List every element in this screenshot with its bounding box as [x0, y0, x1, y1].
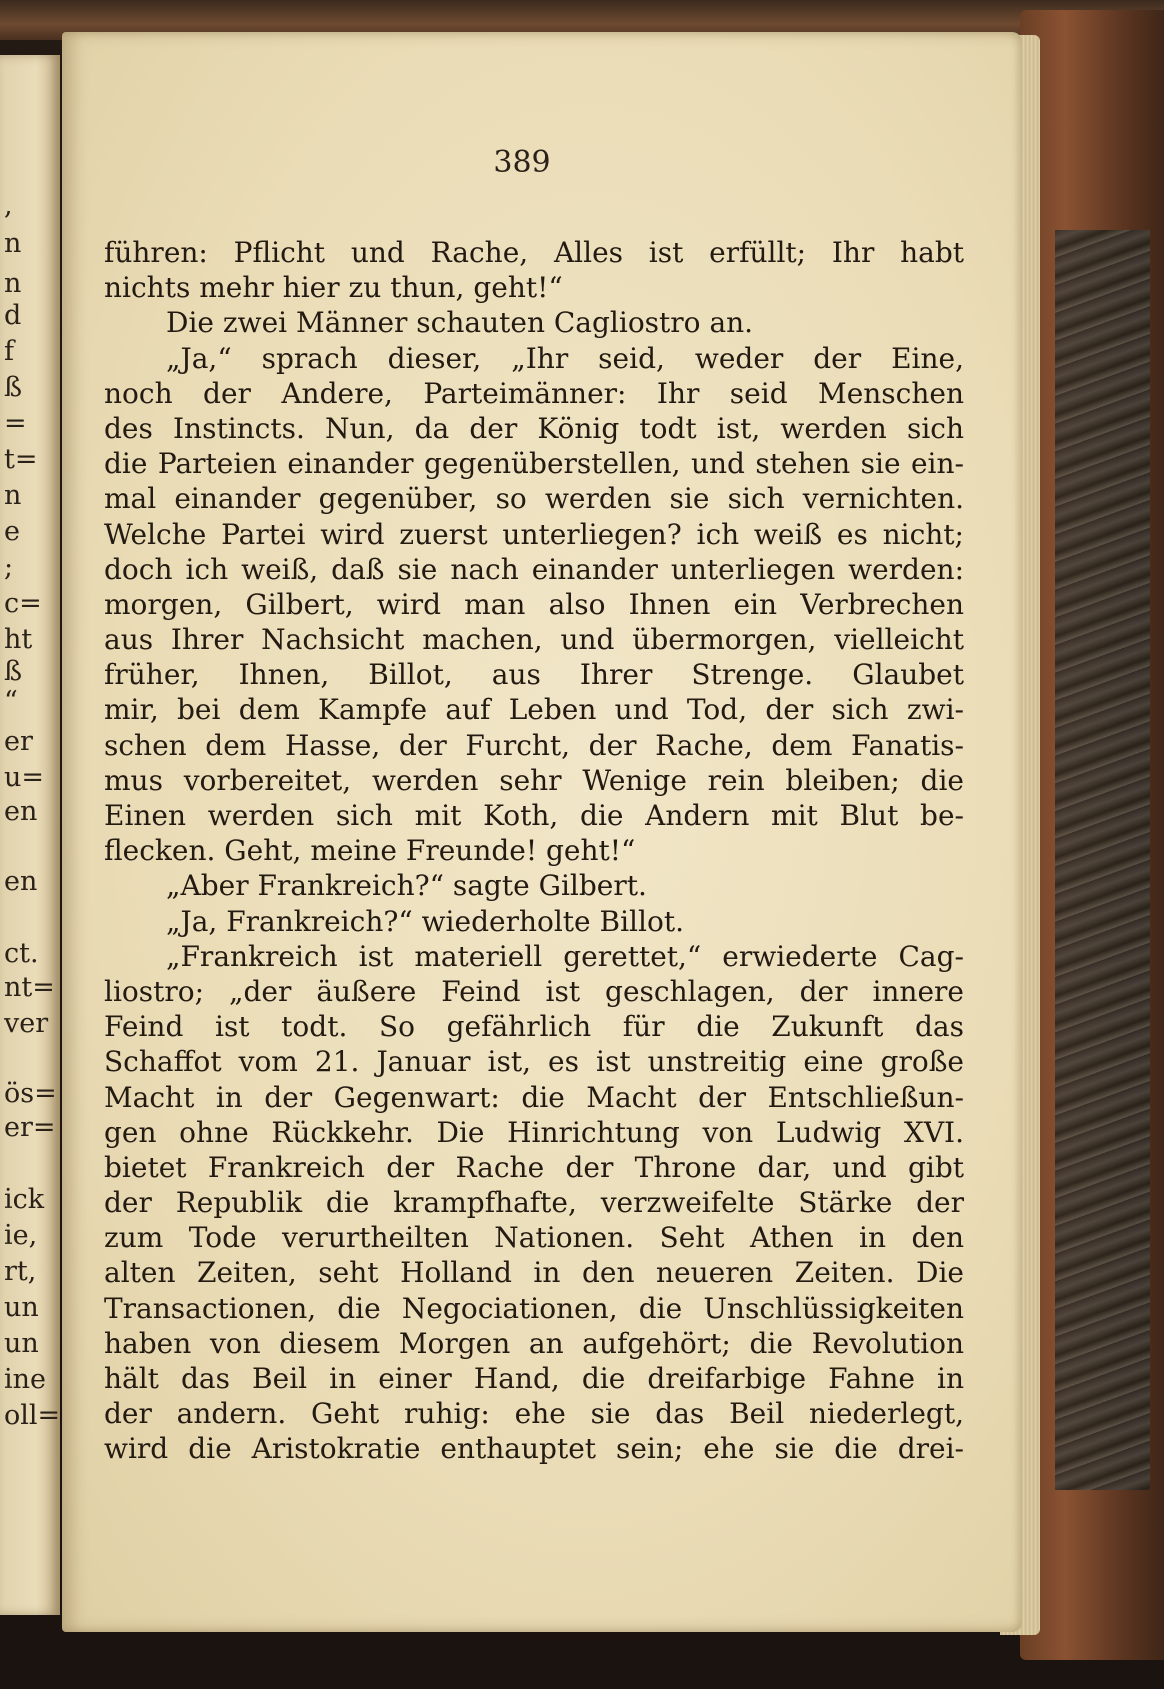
- text-line: der andern. Geht ruhig: ehe sie das Beil niederlegt,: [104, 1397, 964, 1431]
- text-line: nichts mehr hier zu thun, geht!“: [104, 271, 563, 305]
- left-page-fragment: t=: [4, 444, 38, 475]
- marbled-cover: [1055, 230, 1150, 1490]
- text-line: Die zwei Männer schauten Cagliostro an.: [166, 306, 754, 340]
- text-line: flecken. Geht, meine Freunde! geht!“: [104, 834, 636, 868]
- text-line: liostro; „der äußere Feind ist geschlagen, der innere: [104, 974, 964, 1008]
- left-page-fragment: ie,: [4, 1220, 38, 1251]
- text-line: „Frankreich ist materiell gerettet,“ erwiederte Cag-: [166, 939, 964, 973]
- left-page-fragment: ine: [4, 1364, 47, 1395]
- left-page-fragment: er=: [4, 1112, 56, 1143]
- text-line: der Republik die krampfhafte, verzweifelte Stärke der: [104, 1186, 964, 1220]
- left-page-fragment: e: [4, 516, 20, 547]
- left-page-fragment: en: [4, 796, 38, 827]
- left-page-fragment: ;: [4, 552, 14, 583]
- text-line: die Parteien einander gegenüberstellen, und stehen sie ein-: [104, 447, 964, 481]
- left-page-fragment: ct.: [4, 938, 39, 969]
- text-line: mir, bei dem Kampfe auf Leben und Tod, der sich zwi-: [104, 693, 964, 727]
- left-page-fragment: ös=: [4, 1078, 57, 1109]
- text-line: hält das Beil in einer Hand, die dreifarbige Fahne in: [104, 1362, 964, 1395]
- left-page-fragment: “: [4, 686, 18, 717]
- left-page-fragment: oll=: [4, 1400, 61, 1431]
- text-line: „Aber Frankreich?“ sagte Gilbert.: [166, 869, 647, 903]
- text-line: Einen werden sich mit Koth, die Andern mit Blut be-: [104, 799, 964, 832]
- text-line: bietet Frankreich der Rache der Throne dar, und gibt: [104, 1150, 964, 1184]
- left-page-fragment: c=: [4, 588, 42, 619]
- left-page-fragment: f: [4, 336, 14, 367]
- text-line: Macht in der Gegenwart: die Macht der Entschließun-: [104, 1080, 964, 1114]
- text-line: Schaffot vom 21. Januar ist, es ist unstreitig eine große: [104, 1045, 964, 1079]
- left-page-fragment: n: [4, 268, 22, 299]
- left-page-fragment: un: [4, 1292, 39, 1323]
- left-page-fragment: un: [4, 1328, 39, 1359]
- left-page-fragment: n: [4, 480, 22, 511]
- page-body-text: [104, 235, 964, 1467]
- left-page-fragment: =: [4, 408, 27, 439]
- text-line: alten Zeiten, seht Holland in den neueren Zeiten. Die: [104, 1256, 964, 1290]
- left-page-fragment: ver: [4, 1008, 49, 1039]
- left-page-fragment: ß: [4, 656, 23, 687]
- left-page-fragment: rt,: [4, 1256, 37, 1287]
- left-page-fragment: ht: [4, 624, 33, 655]
- left-page-fragment: er: [4, 726, 33, 757]
- book-page: [62, 32, 1022, 1632]
- text-line: „Ja, Frankreich?“ wiederholte Billot.: [166, 904, 684, 938]
- left-page-fragment: d: [4, 300, 22, 331]
- text-line: Transactionen, die Negociationen, die Unschlüssigkeiten: [104, 1291, 964, 1325]
- text-line: wird die Aristokratie enthauptet sein; ehe sie die drei-: [104, 1432, 964, 1466]
- text-line: Welche Partei wird zuerst unterliegen? ich weiß es nicht;: [104, 517, 964, 551]
- text-line: schen dem Hasse, der Furcht, der Rache, dem Fanatis-: [104, 728, 964, 762]
- left-page-fragment: u=: [4, 762, 45, 793]
- left-facing-page: [0, 55, 60, 1615]
- text-line: führen: Pflicht und Rache, Alles ist erfüllt; Ihr habt: [104, 236, 964, 269]
- text-line: morgen, Gilbert, wird man also Ihnen ein Verbrechen: [104, 587, 964, 621]
- text-line: doch ich weiß, daß sie nach einander unterliegen werden:: [104, 552, 964, 586]
- text-line: des Instincts. Nun, da der König todt ist, werden sich: [104, 411, 964, 445]
- text-line: Feind ist todt. So gefährlich für die Zukunft das: [104, 1010, 964, 1044]
- text-line: noch der Andere, Parteimänner: Ihr seid Menschen: [104, 376, 964, 410]
- left-page-fragment: n: [4, 228, 22, 259]
- text-line: mus vorbereitet, werden sehr Wenige rein bleiben; die: [104, 763, 964, 797]
- text-line: mal einander gegenüber, so werden sie sich vernichten.: [104, 482, 964, 516]
- left-page-fragment: ick: [4, 1184, 45, 1215]
- text-line: gen ohne Rückkehr. Die Hinrichtung von Ludwig XVI.: [104, 1115, 964, 1149]
- text-line: aus Ihrer Nachsicht machen, und übermorgen, vielleicht: [104, 623, 964, 657]
- left-page-fragment: ,: [4, 190, 13, 221]
- text-line: früher, Ihnen, Billot, aus Ihrer Strenge. Glaubet: [104, 658, 964, 692]
- left-page-fragment: ß: [4, 372, 23, 403]
- text-line: haben von diesem Morgen an aufgehört; die Revolution: [104, 1326, 964, 1360]
- text-line: zum Tode verurtheilten Nationen. Seht Athen in den: [104, 1221, 964, 1255]
- left-page-fragment: en: [4, 866, 38, 897]
- text-line: „Ja,“ sprach dieser, „Ihr seid, weder der Eine,: [166, 341, 964, 375]
- left-page-fragment: nt=: [4, 972, 55, 1003]
- page-number: 389: [493, 145, 551, 180]
